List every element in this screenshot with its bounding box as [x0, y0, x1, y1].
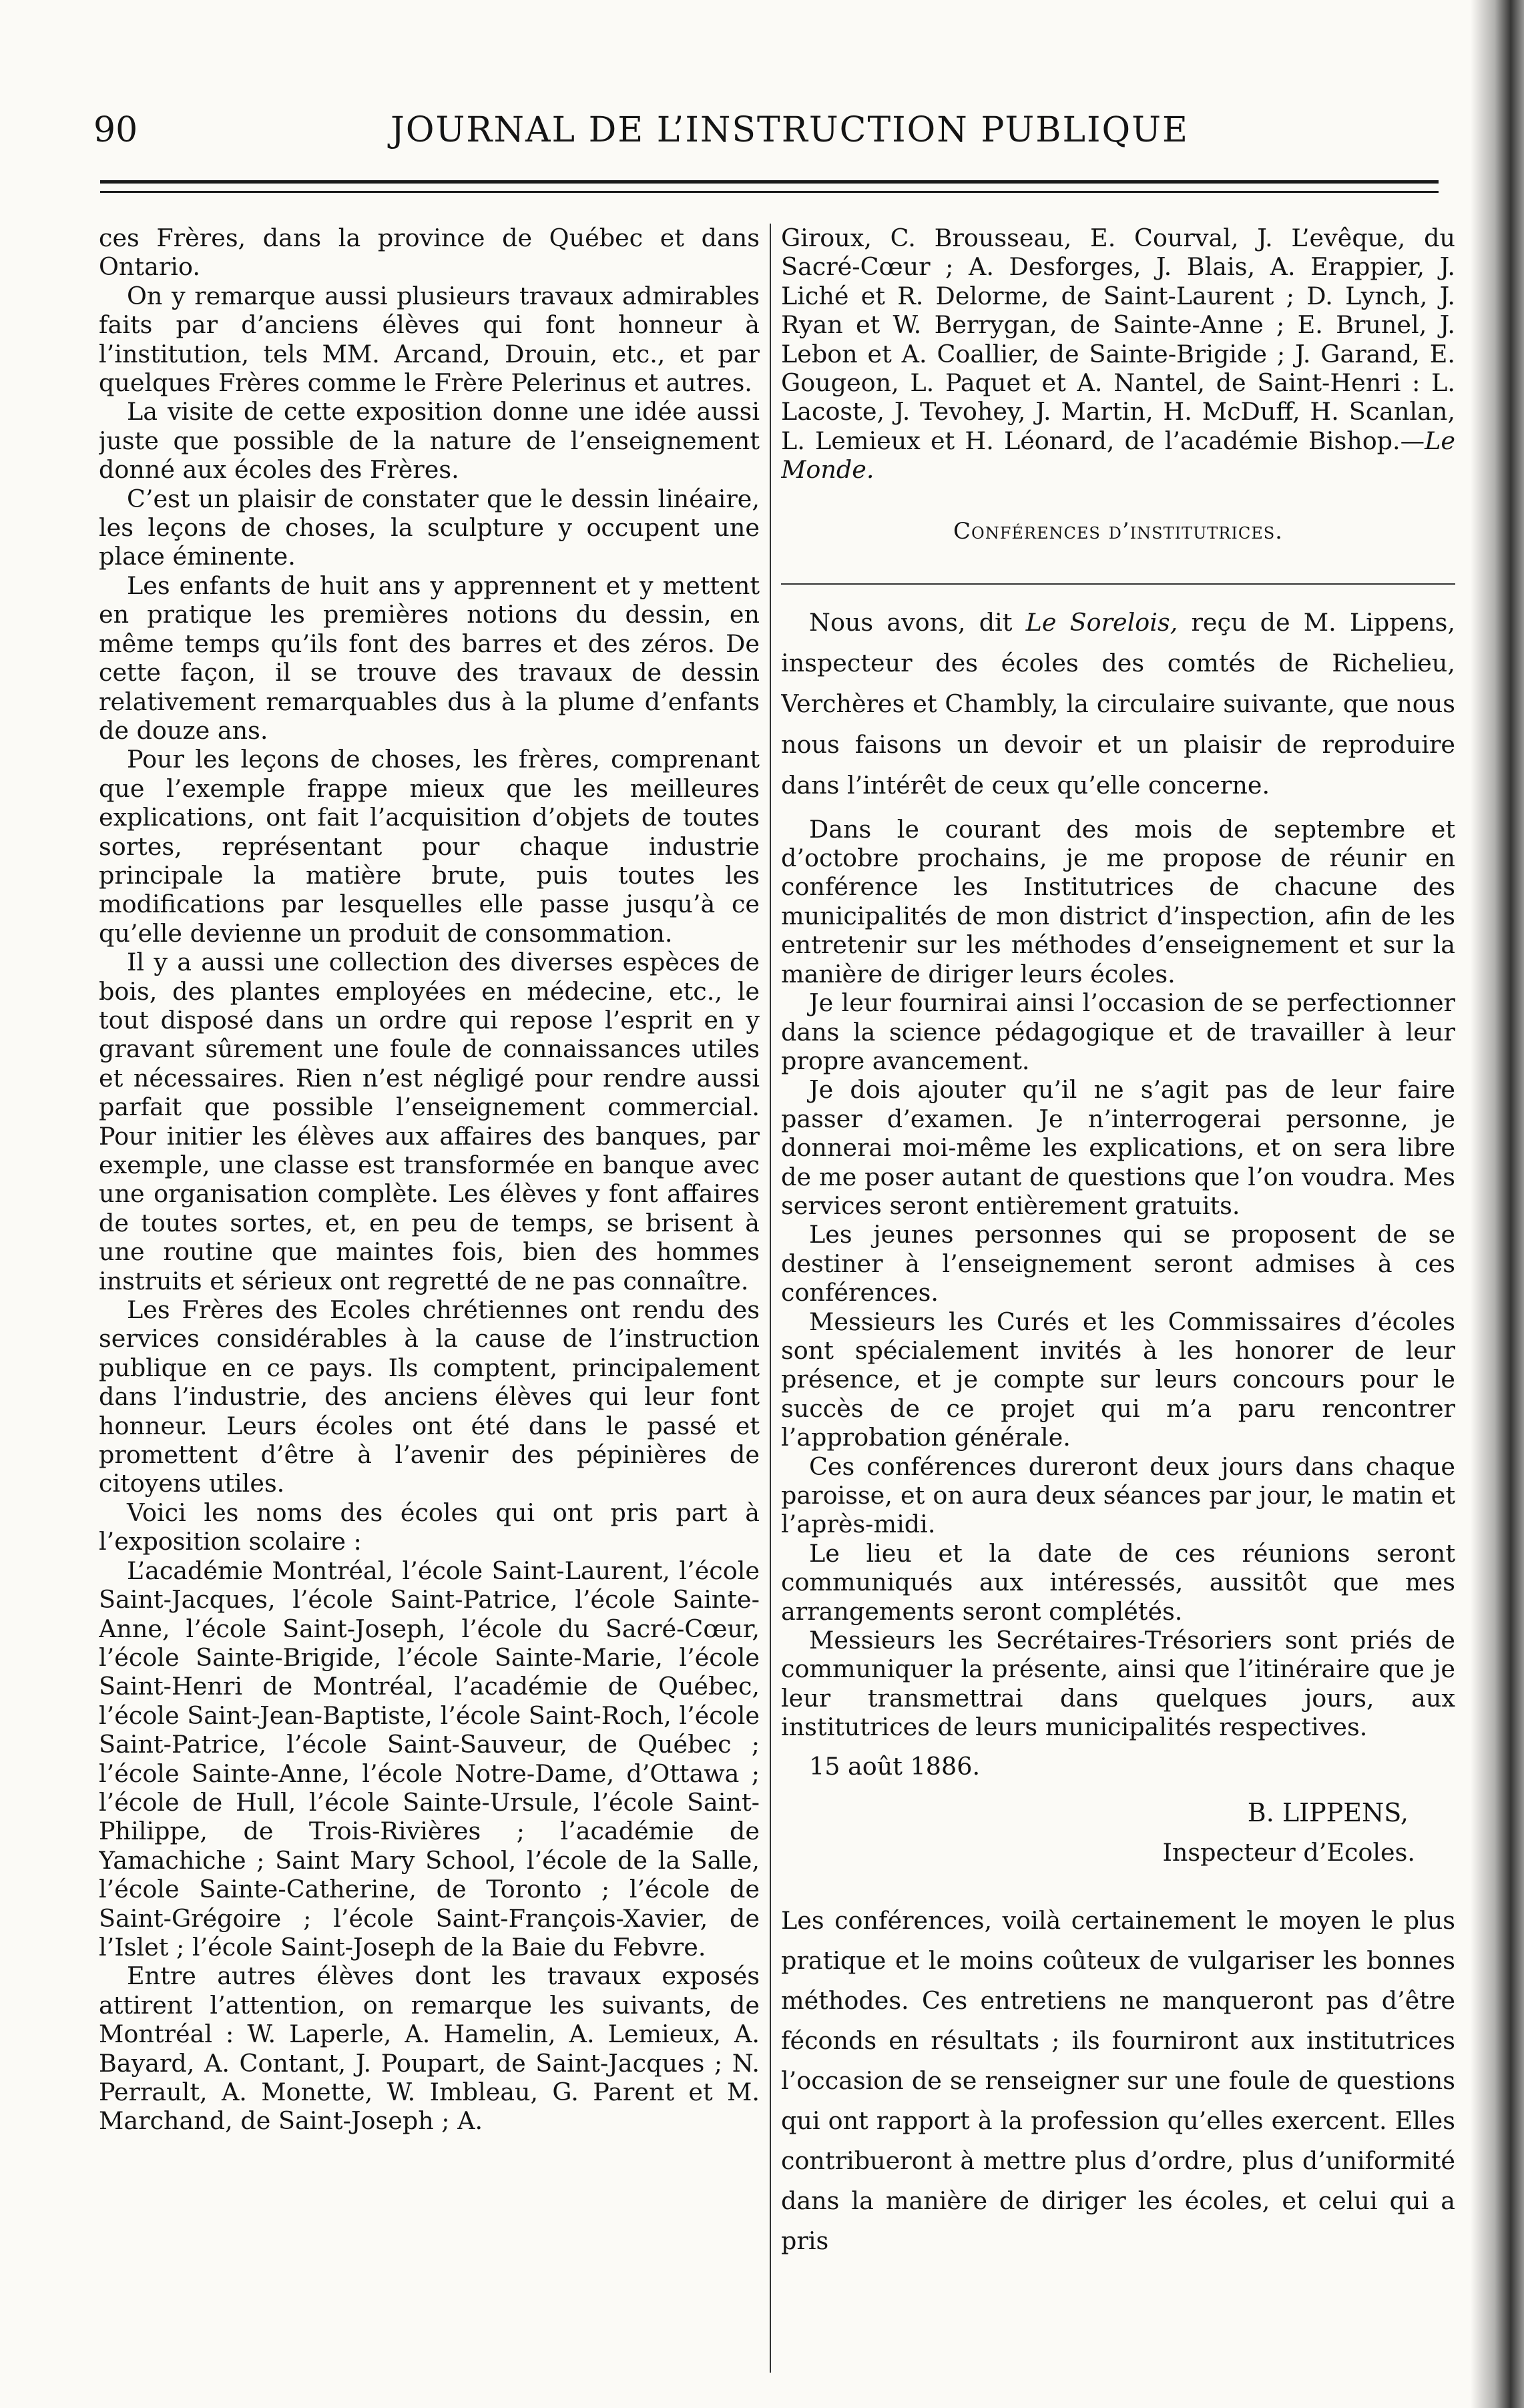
signature-name: B. LIPPENS,: [1247, 1797, 1409, 1827]
right-column: [781, 224, 1455, 2379]
paragraph: On y remarque aussi plusieurs travaux admirables faits par d’anciens élèves qui font honneur à l’institution, tels MM. Arcand, Drouin, etc., et par quelques Frères comme le Frère Pelerinus et autres.: [99, 281, 760, 398]
scan-edge-shadow: [1471, 0, 1524, 2408]
intro-text-before: Nous avons, dit: [809, 607, 1026, 637]
header-rule-thin: [100, 191, 1439, 193]
closing-paragraph: Les conférences, voilà certainement le moyen le plus pratique et le moins coûteux de vulgariser les bonnes méthodes. Ces entretiens ne manqueront pas d’être féconds en résultats ; ils fourniront aux institutrices l’occasion de se renseigner sur une foule de questions qui ont rapport à la profession qu’elles exercent. Elles contribueront à mettre plus d’ordre, plus d’uniformité dans la manière de diriger les écoles, et celui qui a pris: [781, 1905, 1455, 2255]
continuation-source: Le Monde.: [781, 426, 1455, 485]
letter-paragraph: Dans le courant des mois de septembre et d’octobre prochains, je me propose de réunir en conférence les Institutrices de chacune des municipalités de mon district d’inspection, afin de les entretenir sur les méthodes d’enseignement et sur la manière de diriger leurs écoles.: [781, 814, 1455, 988]
left-column: [99, 224, 760, 2379]
letter-paragraph: Messieurs les Curés et les Commissaires d’écoles sont spécialement invités à les honorer de leur présence, et je compte sur leurs concours pour le succès de ce projet qui m’a paru rencontrer l’approbation générale.: [781, 1307, 1455, 1452]
letter-paragraph: Je leur fournirai ainsi l’occasion de se perfectionner dans la science pédagogique et de travailler à leur propre avancement.: [781, 988, 1455, 1075]
continuation-paragraph: [781, 224, 1455, 485]
letter-date: 15 août 1886.: [809, 1751, 981, 1781]
header-rule-thick: [100, 180, 1439, 184]
intro-text-after: reçu de M. Lippens, inspecteur des écoles des comtés de Richelieu, Verchères et Chambly, la circulaire suivante, que nous nous faisons un devoir et un plaisir de reproduire dans l’intérêt de ceux qu’elle concerne.: [781, 607, 1455, 800]
paragraph: Les enfants de huit ans y apprennent et y mettent en pratique les premières notions du dessin, en même temps qu’ils font des barres et des zéros. De cette façon, il se trouve des travaux de dessin relativement remarquables dus à la plume d’enfants de douze ans.: [99, 571, 760, 745]
letter-paragraph: Ces conférences dureront deux jours dans chaque paroisse, et on aura deux séances par jour, le matin et l’après-midi.: [781, 1452, 1455, 1539]
intro-source: Le Sorelois,: [1025, 607, 1178, 637]
letter-paragraph: Messieurs les Secrétaires-Trésoriers sont priés de communiquer la présente, ainsi que l’itinéraire que je leur transmettrai dans quelques jours, aux institutrices de leurs municipalités respectives.: [781, 1626, 1455, 1742]
section-rule: [781, 583, 1455, 585]
intro-paragraph: [781, 602, 1455, 806]
paragraph: ces Frères, dans la province de Québec et dans Ontario.: [99, 224, 760, 282]
paragraph: La visite de cette exposition donne une idée aussi juste que possible de la nature de l’enseignement donné aux écoles des Frères.: [99, 397, 760, 485]
letter-paragraph: Je dois ajouter qu’il ne s’agit pas de leur faire passer d’examen. Je n’interrogerai personne, je donnerai moi-même les explications, et on sera libre de me poser autant de questions que l’on voudra. Mes services seront entièrement gratuits.: [781, 1075, 1455, 1220]
section-heading: Conférences d’institutrices.: [953, 517, 1283, 545]
letter-paragraph: Les jeunes personnes qui se proposent de se destiner à l’enseignement seront admises à ces conférences.: [781, 1220, 1455, 1307]
continuation-text: Giroux, C. Brousseau, E. Courval, J. L’evêque, du Sacré-Cœur ; A. Desforges, J. Blais, A. Erappier, J. Liché et R. Delorme, de Saint-Laurent ; D. Lynch, J. Ryan et W. Berrygan, de Sainte-Anne ; E. Brunel, J. Lebon et A. Coallier, de Sainte-Brigide ; J. Garand, E. Gougeon, L. Paquet et A. Nantel, de Saint-Henri : L. Lacoste, J. Tevohey, J. Martin, H. McDuff, H. Scanlan, L. Lemieux et H. Léonard, de l’académie Bishop.—: [781, 224, 1455, 455]
page-header: [93, 110, 1435, 157]
journal-title: JOURNAL DE L’INSTRUCTION PUBLIQUE: [391, 110, 1189, 150]
paragraph: Pour les leçons de choses, les frères, comprenant que l’exemple frappe mieux que les meilleures explications, ont fait l’acquisition d’objets de toutes sortes, représentant pour chaque industrie principale la matière brute, puis toutes les modifications par lesquelles elle passe jusqu’à ce qu’elle devienne un produit de consommation.: [99, 745, 760, 948]
paragraph: Il y a aussi une collection des diverses espèces de bois, des plantes employées en médecine, etc., le tout disposé dans un ordre qui repose l’esprit en y gravant sûrement une foule de connaissances utiles et nécessaires. Rien n’est négligé pour rendre aussi parfait que possible l’enseignement commercial. Pour initier les élèves aux affaires des banques, par exemple, une classe est transformée en banque avec une organisation complète. Les élèves y font affaires de toutes sortes, et, en peu de temps, se brisent à une routine que maintes fois, bien des hommes instruits et sérieux ont regretté de ne pas connaître.: [99, 948, 760, 1295]
column-divider: [770, 224, 771, 2373]
paragraph: Les Frères des Ecoles chrétiennes ont rendu des services considérables à la cause de l’instruction publique en ce pays. Ils comptent, principalement dans l’industrie, des anciens élèves qui leur font honneur. Leurs écoles ont été dans le passé et promettent d’être à l’avenir des pépinières de citoyens utiles.: [99, 1295, 760, 1498]
paragraph: Voici les noms des écoles qui ont pris part à l’exposition scolaire :: [99, 1498, 760, 1556]
paragraph: C’est un plaisir de constater que le dessin linéaire, les leçons de choses, la sculpture y occupent une place éminente.: [99, 484, 760, 571]
paragraph: Entre autres élèves dont les travaux exposés attirent l’attention, on remarque les suivants, de Montréal : W. Laperle, A. Hamelin, A. Lemieux, A. Bayard, A. Contant, J. Poupart, de Saint-Jacques ; N. Perrault, A. Monette, W. Imbleau, G. Parent et M. Marchand, de Saint-Joseph ; A.: [99, 1962, 760, 2136]
page-number: 90: [93, 110, 138, 150]
signature-title: Inspecteur d’Ecoles.: [1162, 1837, 1415, 1867]
letter-paragraph: Le lieu et la date de ces réunions seront communiqués aux intéressés, aussitôt que mes arrangements seront complétés.: [781, 1538, 1455, 1626]
paragraph: L’académie Montréal, l’école Saint-Laurent, l’école Saint-Jacques, l’école Saint-Patrice, l’école Sainte-Anne, l’école Saint-Joseph, l’école du Sacré-Cœur, l’école Sainte-Brigide, l’école Sainte-Marie, l’école Saint-Henri de Montréal, l’académie de Québec, l’école Saint-Jean-Baptiste, l’école Saint-Roch, l’école Saint-Patrice, l’école Saint-Sauveur, de Québec ; l’école Sainte-Anne, l’école Notre-Dame, d’Ottawa ; l’école de Hull, l’école Sainte-Ursule, l’école Saint-Philippe, de Trois-Rivières ; l’académie de Yamachiche ; Saint Mary School, l’école de la Salle, l’école Sainte-Catherine, de Toronto ; l’école de Saint-Grégoire ; l’école Saint-François-Xavier, de l’Islet ; l’école Saint-Joseph de la Baie du Febvre.: [99, 1556, 760, 1962]
